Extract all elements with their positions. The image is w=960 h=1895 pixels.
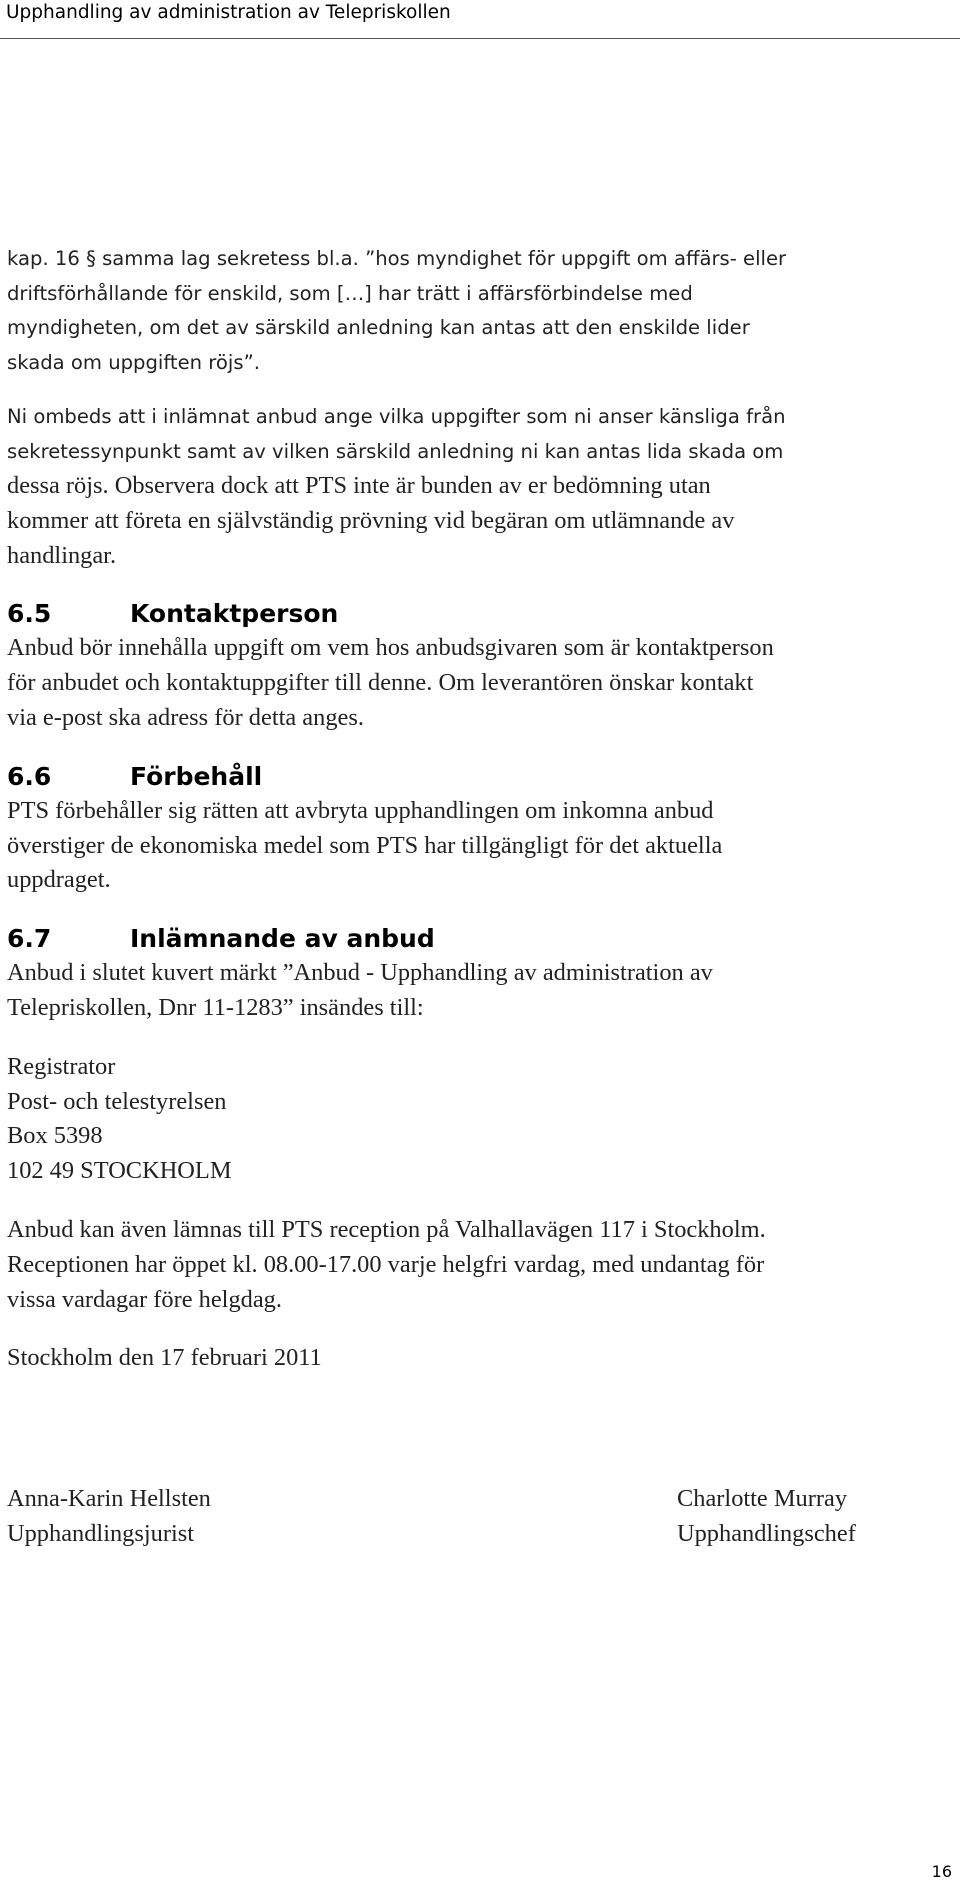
section-kontaktperson: [7, 597, 947, 735]
reception-info: [7, 1213, 947, 1317]
section-title: Inlämnande av anbud: [130, 924, 435, 954]
paragraph-line: dessa röjs. Observera dock att PTS inte är bunden av er bedömning utan: [7, 472, 711, 499]
section-title: Kontaktperson: [130, 599, 339, 629]
signatory-name: Anna-Karin Hellsten: [7, 1485, 211, 1513]
signatory-name: Charlotte Murray: [677, 1485, 848, 1513]
section-inlamnande: [7, 922, 947, 1026]
page-number: 16: [931, 1862, 952, 1881]
section-line: Telepriskollen, Dnr 11-1283” insändes till:: [7, 993, 424, 1021]
section-line: via e-post ska adress för detta anges.: [7, 703, 364, 731]
section-number: 6.6: [7, 761, 52, 791]
paragraph-ombeds: [7, 400, 947, 573]
signatory-1: [7, 1482, 677, 1552]
address-line: Box 5398: [7, 1122, 103, 1150]
section-number: 6.5: [7, 599, 52, 629]
section-line: PTS förbehåller sig rätten att avbryta upphandlingen om inkomna anbud: [7, 796, 714, 824]
page-header: [0, 0, 960, 39]
section-title: Förbehåll: [130, 761, 263, 791]
paragraph-line: kap. 16 § samma lag sekretess bl.a. ”hos myndighet för uppgift om affärs- eller: [7, 247, 787, 270]
section-line: uppdraget.: [7, 866, 111, 894]
reception-line: Anbud kan även lämnas till PTS reception på Valhallavägen 117 i Stockholm.: [7, 1215, 766, 1243]
date-line: Stockholm den 17 februari 2011: [7, 1344, 322, 1372]
paragraph-sekretess: [7, 242, 947, 380]
reception-line: vissa vardagar före helgdag.: [7, 1285, 282, 1313]
address-line: Registrator: [7, 1052, 116, 1080]
section-number: 6.7: [7, 924, 52, 954]
paragraph-line: handlingar.: [7, 541, 117, 569]
section-line: Anbud bör innehålla uppgift om vem hos anbudsgivaren som är kontaktperson: [7, 634, 774, 662]
signatory-role: Upphandlingschef: [677, 1519, 856, 1547]
section-heading: [7, 597, 947, 631]
postal-address: [7, 1050, 947, 1189]
paragraph-line: skada om uppgiften röjs”.: [7, 350, 260, 374]
paragraph-line: driftsförhållande för enskild, som […] har trätt i affärsförbindelse med: [7, 281, 693, 305]
page-content: [7, 242, 947, 1552]
document-title: Upphandling av administration av Telepriskollen: [6, 2, 451, 23]
section-line: för anbudet och kontaktuppgifter till denne. Om leverantören önskar kontakt: [7, 669, 754, 697]
address-line: Post- och telestyrelsen: [7, 1087, 227, 1115]
section-heading: [7, 760, 947, 794]
paragraph-line: Ni ombeds att i inlämnat anbud ange vilka uppgifter som ni anser känsliga från: [7, 405, 786, 428]
section-line: överstiger de ekonomiska medel som PTS har tillgängligt för det aktuella: [7, 831, 723, 859]
section-heading: [7, 922, 947, 956]
signature-block: [7, 1482, 947, 1552]
section-forbehall: [7, 760, 947, 898]
section-line: Anbud i slutet kuvert märkt ”Anbud - Upphandling av administration av: [7, 959, 713, 987]
signatory-role: Upphandlingsjurist: [7, 1519, 194, 1547]
reception-line: Receptionen har öppet kl. 08.00-17.00 varje helgfri vardag, med undantag för: [7, 1250, 765, 1278]
paragraph-line: myndigheten, om det av särskild anledning kan antas att den enskilde lider: [7, 316, 750, 339]
address-line: 102 49 STOCKHOLM: [7, 1157, 232, 1185]
paragraph-line: sekretessynpunkt samt av vilken särskild anledning ni kan antas lida skada om: [7, 439, 784, 463]
signatory-2: [677, 1482, 856, 1552]
paragraph-line: kommer att företa en självständig prövning vid begäran om utlämnande av: [7, 506, 735, 534]
